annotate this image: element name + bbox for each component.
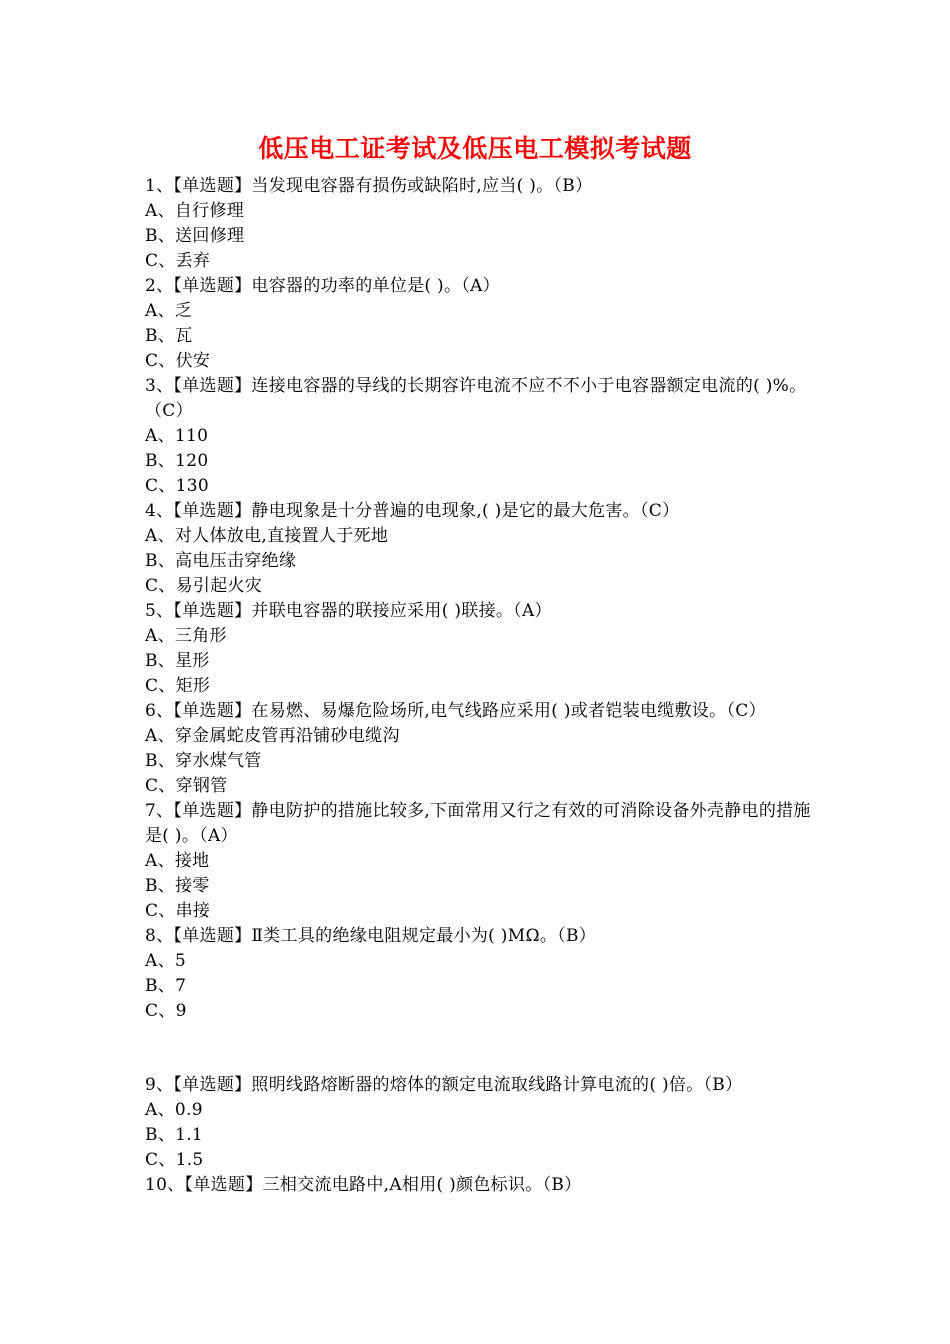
option-b: B、送回修理 [145,226,245,246]
question-text: 5、【单选题】并联电容器的联接应采用( )联接。（A） [145,601,552,621]
question-text: 4、【单选题】静电现象是十分普遍的电现象,( )是它的最大危害。（C） [145,501,680,521]
option-a: A、穿金属蛇皮管再沿铺砂电缆沟 [145,726,400,746]
question-item [145,924,815,1024]
option-a: A、乏 [145,301,193,321]
option-c: C、丢弃 [145,251,211,271]
question-text: 7、【单选题】静电防护的措施比较多,下面常用又行之有效的可消除设备外壳静电的措施是( )。（A） [145,801,811,846]
question-text: 2、【单选题】电容器的功率的单位是( )。（A） [145,276,500,296]
question-item [145,699,815,799]
option-c: C、矩形 [145,676,211,696]
option-a: A、0.9 [145,1100,203,1120]
option-b: B、穿水煤气管 [145,751,262,771]
question-item [145,1173,815,1198]
option-b: B、星形 [145,651,210,671]
option-a: A、对人体放电,直接置人于死地 [145,526,389,546]
question-item [145,799,815,924]
option-a: A、接地 [145,851,210,871]
option-c: C、穿钢管 [145,776,228,796]
question-item [145,599,815,699]
option-a: A、自行修理 [145,201,245,221]
option-c: C、易引起火灾 [145,576,263,596]
option-a: A、5 [145,951,186,971]
question-item [145,374,815,499]
question-item [145,274,815,374]
question-list [145,174,815,1198]
option-b: B、接零 [145,876,210,896]
question-text: 1、【单选题】当发现电容器有损伤或缺陷时,应当( )。（B） [145,176,593,196]
option-b: B、1.1 [145,1125,204,1145]
option-b: B、7 [145,976,187,996]
option-a: A、三角形 [145,626,227,646]
option-a: A、110 [145,426,209,446]
option-c: C、伏安 [145,351,211,371]
option-c: C、9 [145,1001,187,1021]
question-item [145,1073,815,1173]
question-text: 8、【单选题】Ⅱ类工具的绝缘电阻规定最小为( )MΩ。（B） [145,926,597,946]
question-item [145,499,815,599]
document-title: 低压电工证考试及低压电工模拟考试题 [258,134,692,163]
option-b: B、120 [145,451,209,471]
option-c: C、1.5 [145,1150,204,1170]
option-c: C、130 [145,476,209,496]
question-text: 3、【单选题】连接电容器的导线的长期容许电流不应不不小于电容器额定电流的( )%。（C） [145,376,807,421]
question-text: 6、【单选题】在易燃、易爆危险场所,电气线路应采用( )或者铠装电缆敷设。（C） [145,701,766,721]
blank-gap [145,1024,815,1073]
question-item [145,174,815,274]
option-b: B、瓦 [145,326,193,346]
option-c: C、串接 [145,901,211,921]
option-b: B、高电压击穿绝缘 [145,551,297,571]
question-text: 9、【单选题】照明线路熔断器的熔体的额定电流取线路计算电流的( )倍。（B） [145,1075,743,1095]
question-text: 10、【单选题】三相交流电路中,A相用( )颜色标识。（B） [145,1175,582,1195]
